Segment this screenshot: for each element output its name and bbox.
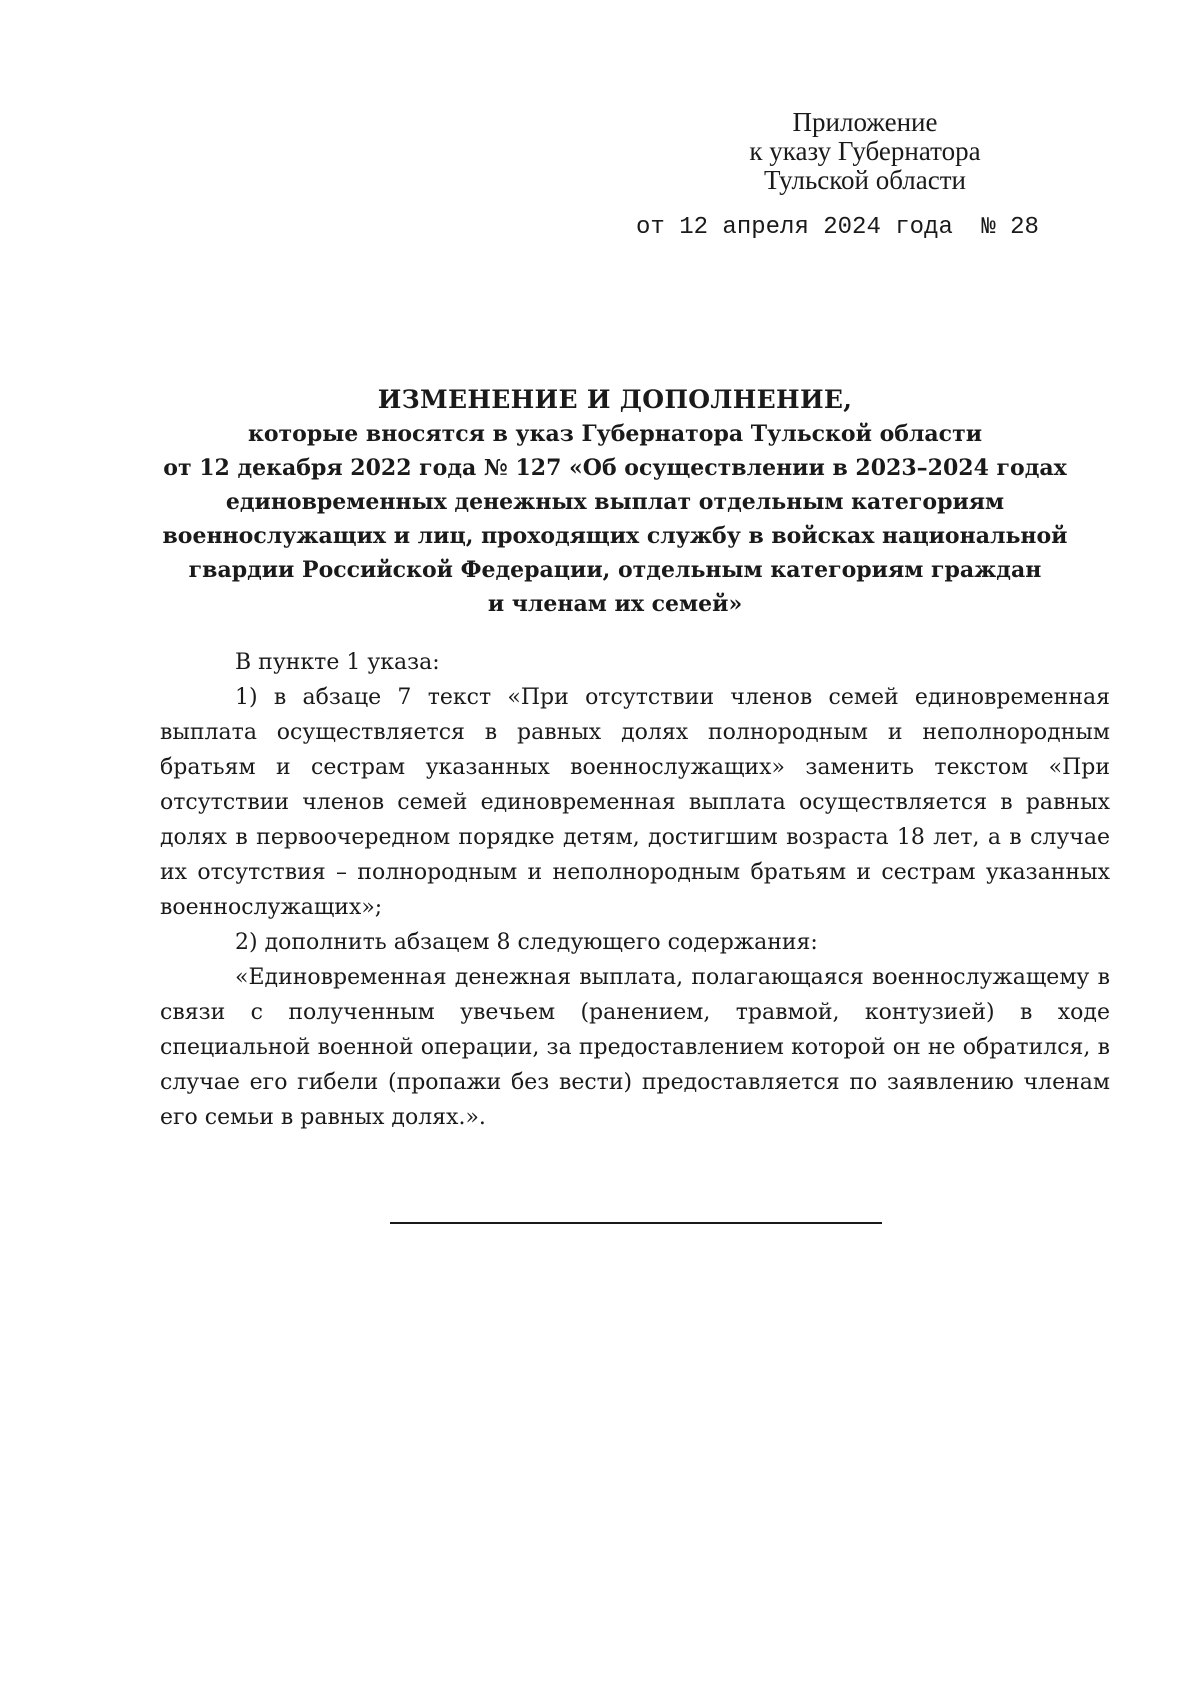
title-line: военнослужащих и лиц, проходящих службу в войсках национальной	[162, 523, 1068, 549]
appendix-header	[700, 108, 1030, 195]
body-quote: «Единовременная денежная выплата, полагающаяся военнослужащему в связи с полученным увечьем (ранением, травмой, контузией) в ходе специальной военной операции, за предоставлением которой он не обратился, в случае его гибели (пропажи без вести) предоставляется по заявлению членам его семьи в равных долях.».	[160, 965, 1110, 1130]
closing-divider	[390, 1222, 882, 1224]
body-intro: В пункте 1 указа:	[235, 650, 440, 675]
appendix-decree-ref: к указу Губернатора	[749, 136, 981, 166]
document-title	[160, 383, 1070, 621]
decree-number: 28	[1010, 214, 1039, 241]
title-line: и членам их семей»	[487, 591, 743, 617]
decree-date-line	[636, 213, 1039, 243]
title-line: которые вносятся в указ Губернатора Тульской области	[247, 421, 983, 447]
appendix-label: Приложение	[792, 107, 938, 137]
number-label: №	[981, 214, 996, 241]
document-body	[160, 645, 1110, 1135]
body-item-2: 2) дополнить абзацем 8 следующего содержания:	[235, 930, 818, 955]
decree-date: 12 апреля 2024 года	[679, 214, 953, 241]
body-item-1: 1) в абзаце 7 текст «При отсутствии членов семей единовременная выплата осуществляется в равных долях полнородным и неполнородным братьям и сестрам указанных военнослужащих» заменить текстом «При отсутствии членов семей единовременная выплата осуществляется в равных долях в первоочередном порядке детям, достигшим возраста 18 лет, а в случае их отсутствия – полнородным и неполнородным братьям и сестрам указанных военнослужащих»;	[160, 685, 1110, 920]
date-prefix: от	[636, 214, 665, 241]
appendix-region: Тульской области	[764, 165, 966, 195]
title-line: гвардии Российской Федерации, отдельным категориям граждан	[188, 557, 1042, 583]
title-line: единовременных денежных выплат отдельным категориям	[225, 489, 1005, 515]
title-line: от 12 декабря 2022 года № 127 «Об осуществлении в 2023–2024 годах	[163, 455, 1067, 481]
title-heading: ИЗМЕНЕНИЕ И ДОПОЛНЕНИЕ,	[377, 385, 853, 414]
